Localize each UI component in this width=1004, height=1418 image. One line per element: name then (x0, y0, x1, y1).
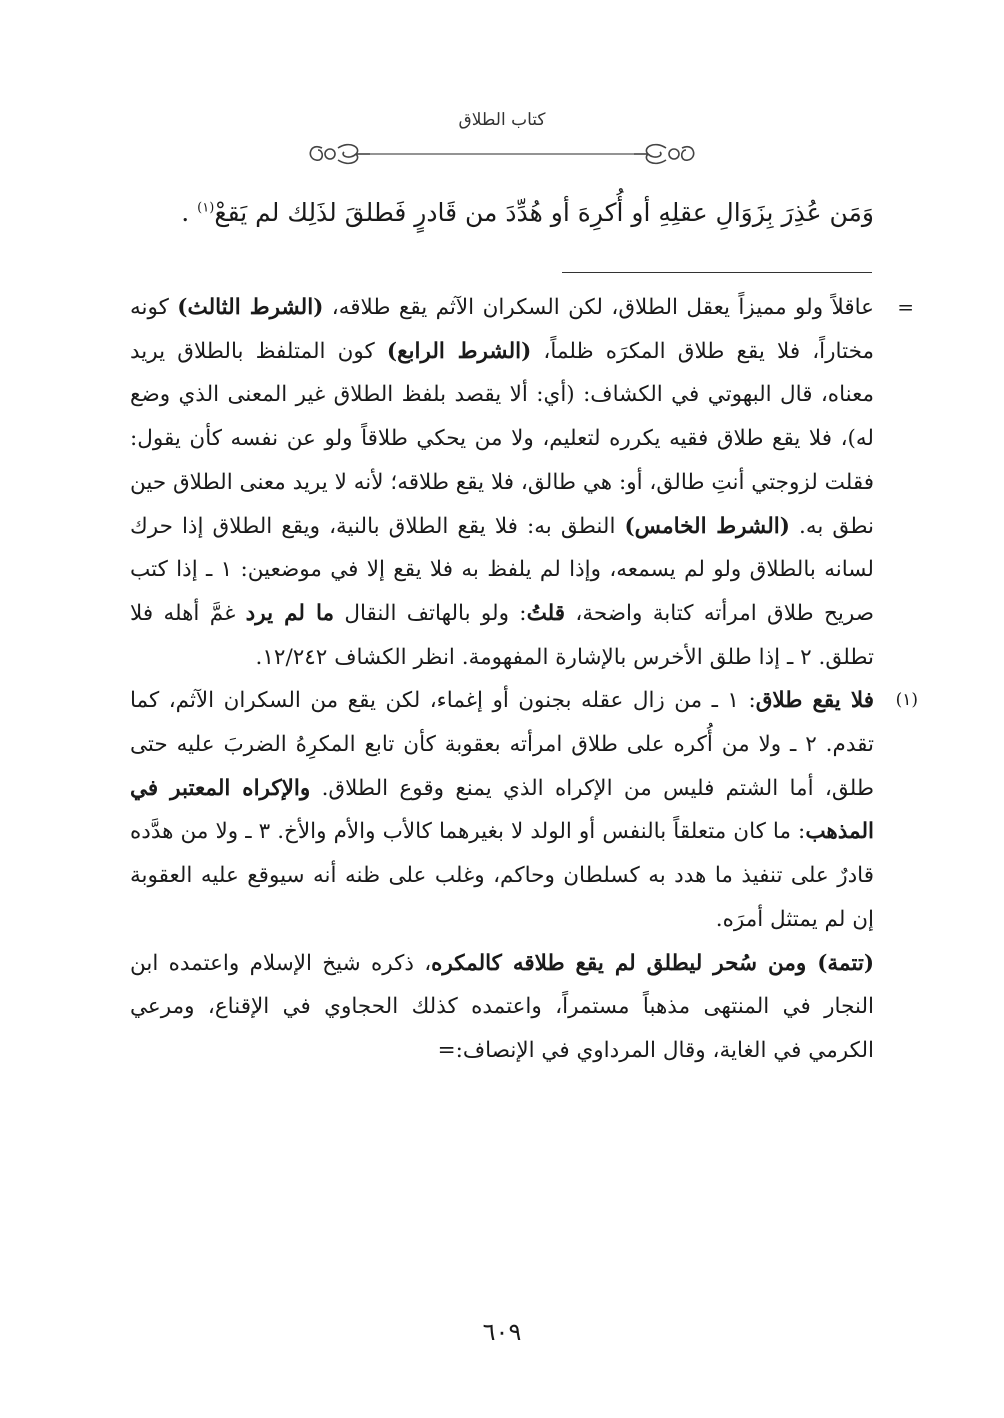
running-header (0, 110, 1004, 170)
note-text: : ولو بالهاتف النقال (334, 600, 527, 626)
note-text: كونه مختاراً، فلا يقع طلاق المكرَه ظلماً، (130, 295, 874, 364)
note-bold: (الشرط الخامس) (624, 513, 790, 539)
footnote-tatimma (130, 942, 874, 1073)
note-text: كون المتلفظ بالطلاق يريد معناه، قال البهوتي في الكشاف: (أي: ألا يقصد بلفظ الطلاق غير المعنى الذي وضع له)، فلا يقع طلاق فقيه يكرره لتعليم، ولا من يحكي طلاقاً ولو عن نفسه كأن يقول: فقلت لزوجتي أنتِ طالق، أو: هي طالق، فلا يقع طلاقه؛ لأنه لا يريد معنى الطلاق حين نطق به. (130, 338, 874, 539)
note-text: النطق به: فلا يقع الطلاق بالنية، ويقع الطلاق إذا حرك لسانه بالطلاق ولو لم يسمعه، وإذا لم يلفظ به فلا يقع إلا في موضعين: ١ ـ إذا كتب صريح طلاق امرأته كتابة واضحة، (130, 513, 875, 626)
footnote-number: (١) (895, 690, 918, 711)
page-number: ٦٠٩ (482, 1318, 522, 1346)
chapter-title: كتاب الطلاق (458, 110, 546, 130)
note-bold: (تتمة) ومن سُحر ليطلق لم يقع طلاقه كالمكره (431, 950, 875, 976)
note-bold: قلتُ (526, 600, 566, 626)
footnote-continuation (130, 286, 914, 679)
note-text: غمَّ أهله فلا تطلق. ٢ ـ إذا طلق الأخرس بالإشارة المفهومة. انظر الكشاف ١٢/٢٤٢. (130, 600, 874, 670)
note-bold: فلا يقع طلاق (755, 688, 874, 714)
note-text: عاقلاً ولو مميزاً يعقل الطلاق، لكن السكران الآثم يقع طلاقه، (323, 295, 874, 320)
footnote-separator (562, 272, 872, 273)
note-bold: (الشرط الرابع) (386, 338, 532, 364)
footnotes (130, 286, 918, 1073)
note-text: ، ذكره شيخ الإسلام واعتمده ابن النجار في المنتهى مذهباً مستمراً، واعتمده كذلك الحجاوي في الإقناع، ومرعي الكرمي في الغاية، وقال المرداوي في الإنصاف:= (130, 950, 874, 1063)
matn-end-punct: . (181, 198, 190, 227)
footnote-marker: (١) (197, 200, 215, 216)
note-bold: والإكراه المعتبر في المذهب (130, 775, 875, 845)
ornament-divider-icon (300, 138, 704, 170)
main-matn-text (130, 190, 874, 236)
note-bold: ما لم يرد (245, 600, 335, 626)
continuation-mark: = (897, 295, 914, 319)
footnote-1 (130, 679, 918, 941)
note-bold: (الشرط الثالث) (177, 295, 324, 320)
note-text: : ١ ـ من زال عقله بجنون أو إغماء، لكن يقع من السكران الآثم، كما تقدم. ٢ ـ ولا من أُكره على طلاق امرأته بعقوبة كأن تابع المكرِهُ الضربَ عليه حتى طلق، أما الشتم فليس من الإكراه الذي يمنع وقوع الطلاق. (130, 688, 874, 801)
note-text: : ما كان متعلقاً بالنفس أو الولد لا بغيرهما كالأب والأم والأخ. ٣ ـ ولا من هدَّده قادرٌ على تنفيذ ما هدد به كسلطان وحاكم، وغلب على ظنه أنه سيوقع عليه العقوبة إن لم يمتثل أمرَه. (130, 819, 874, 932)
matn-sentence: وَمَن عُذِرَ بِزَوَالِ عقلِهِ أو أُكرِهَ أو هُدِّدَ من قَادرٍ فَطلقَ لذَلِك لم يَقعْ (214, 198, 874, 227)
